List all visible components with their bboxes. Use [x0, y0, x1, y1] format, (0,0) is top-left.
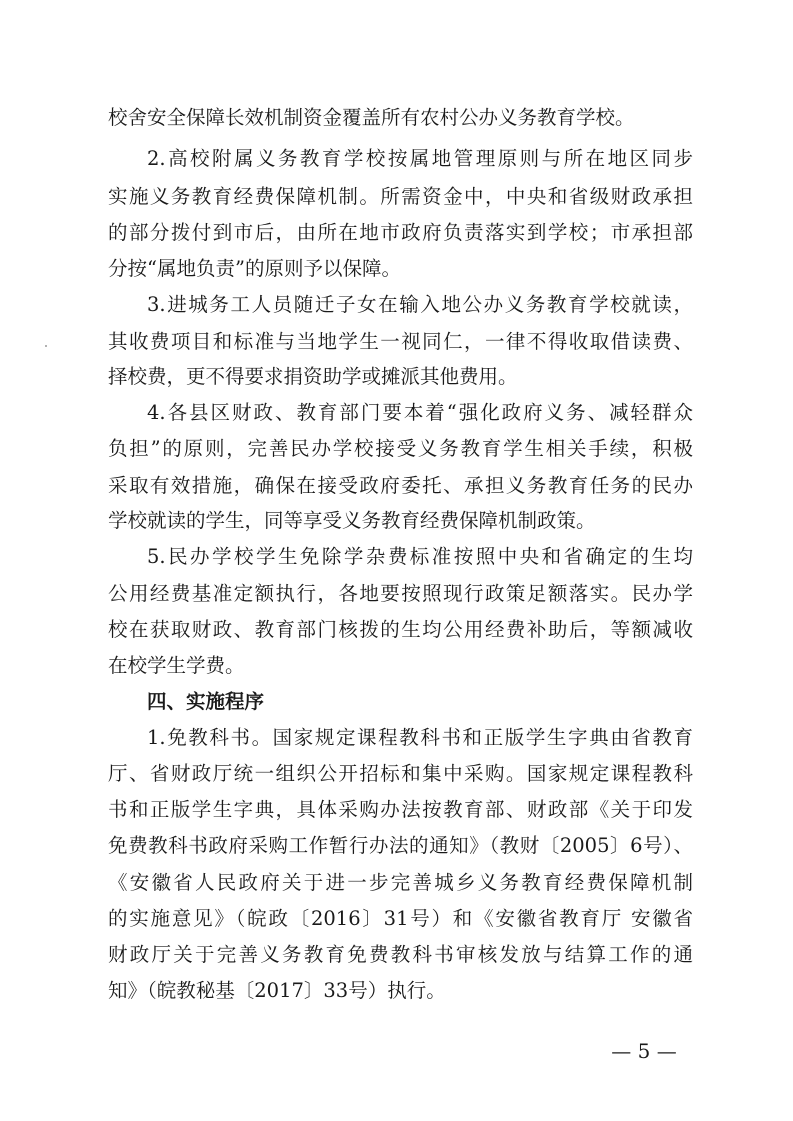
paragraph-line: 厅、省财政厅统一组织公开招标和集中采购。国家规定课程教科: [108, 762, 693, 785]
paragraph-line: 在校学生学费。: [108, 654, 245, 677]
paragraph-line: 校舍安全保障长效机制资金覆盖所有农村公办义务教育学校。: [108, 106, 635, 129]
paragraph-line: 的部分拨付到市后，由所在地市政府负责落实到学校；市承担部: [108, 221, 693, 244]
paragraph-line: 其收费项目和标准与当地学生一视同仁，一律不得收取借读费、: [108, 330, 693, 353]
paragraph-line: 采取有效措施，确保在接受政府委托、承担义务教育任务的民办: [108, 474, 693, 497]
paragraph-line: 5.民办学校学生免除学杂费标准按照中央和省确定的生均: [147, 545, 693, 568]
scan-speck: [45, 345, 47, 347]
paragraph-line: 择校费，更不得要求捐资助学或摊派其他费用。: [108, 365, 518, 388]
paragraph-line: 分按“属地负责”的原则予以保障。: [108, 257, 401, 280]
paragraph-line: 财政厅关于完善义务教育免费教科书审核发放与结算工作的通: [108, 943, 693, 966]
page-number: — 5 —: [611, 1039, 677, 1063]
paragraph-line: 实施义务教育经费保障机制。所需资金中，中央和省级财政承担: [108, 185, 693, 208]
paragraph-line: 3.进城务工人员随迁子女在输入地公办义务教育学校就读，: [147, 293, 693, 316]
paragraph-line: 1.免教科书。国家规定课程教科书和正版学生字典由省教育: [147, 726, 693, 749]
paragraph-line: 知》（皖教秘基〔2017〕33号）执行。: [108, 979, 446, 1002]
paragraph-line: 免费教科书政府采购工作暂行办法的通知》（教财〔2005〕6号）、: [108, 834, 693, 857]
paragraph-line: 公用经费基准定额执行，各地要按照现行政策足额落实。民办学: [108, 582, 693, 605]
paragraph-line: 书和正版学生字典，具体采购办法按教育部、财政部《关于印发: [108, 798, 693, 821]
paragraph-line: 学校就读的学生，同等享受义务教育经费保障机制政策。: [108, 509, 596, 532]
paragraph-line: 2.高校附属义务教育学校按属地管理原则与所在地区同步: [147, 147, 693, 170]
paragraph-line: 《安徽省人民政府关于进一步完善城乡义务教育经费保障机制: [108, 871, 693, 894]
paragraph-line: 4.各县区财政、教育部门要本着“强化政府义务、减轻群众: [147, 401, 693, 424]
section-heading: 四、实施程序: [147, 690, 265, 713]
paragraph-line: 的实施意见》（皖政〔2016〕31号）和《安徽省教育厅 安徽省: [108, 907, 693, 930]
paragraph-line: 校在获取财政、教育部门核拨的生均公用经费补助后，等额减收: [108, 618, 693, 641]
paragraph-line: 负担”的原则，完善民办学校接受义务教育学生相关手续，积极: [108, 437, 693, 460]
